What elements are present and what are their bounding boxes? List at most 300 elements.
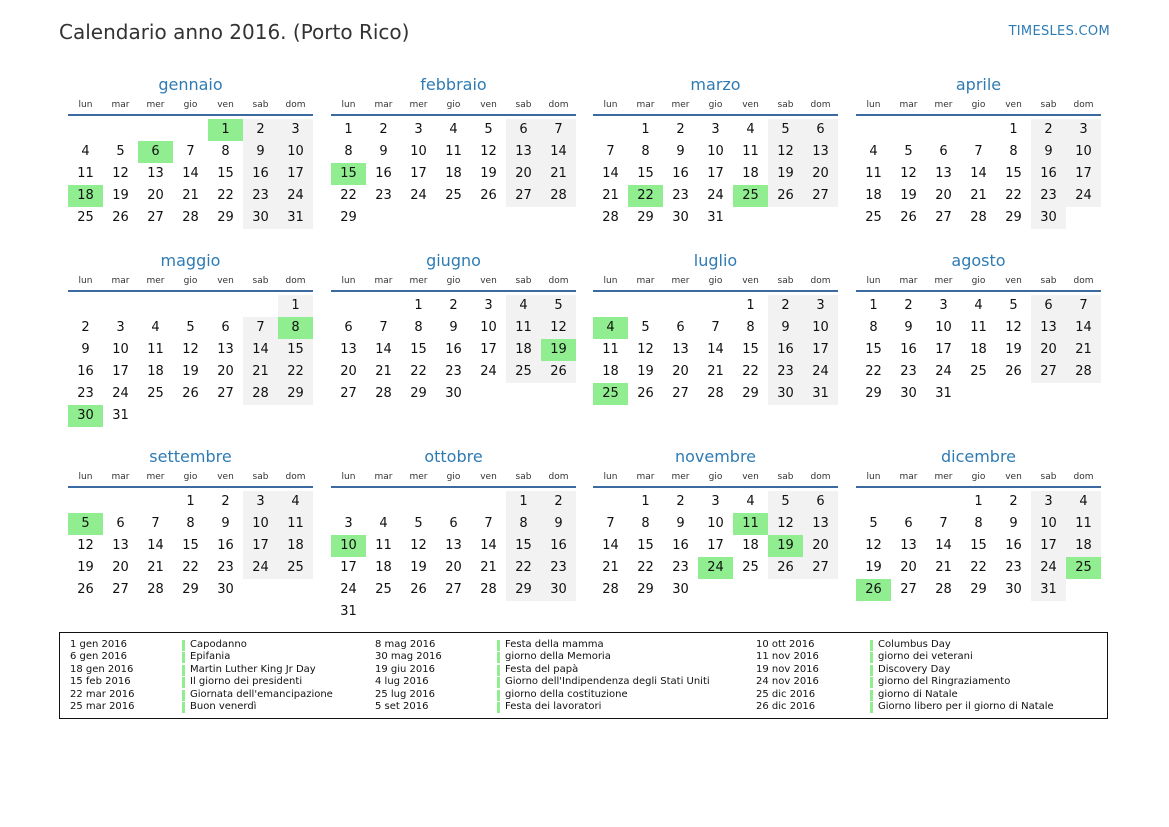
day-cell[interactable]: 13	[340, 342, 357, 357]
day-cell[interactable]: 14	[182, 166, 199, 181]
holiday-day-cell[interactable]: 10	[331, 535, 366, 557]
day-cell[interactable]: 28	[182, 210, 199, 225]
day-cell[interactable]: 6	[344, 320, 353, 335]
day-cell[interactable]: 23	[375, 188, 392, 203]
day-cell[interactable]: 10	[1066, 141, 1101, 163]
day-cell[interactable]: 29	[217, 210, 234, 225]
day-cell[interactable]: 8	[1009, 144, 1018, 159]
day-cell[interactable]: 17	[112, 364, 129, 379]
day-cell[interactable]: 27	[340, 386, 357, 401]
day-cell[interactable]: 6	[449, 516, 458, 531]
day-cell[interactable]: 30	[217, 582, 234, 597]
day-cell[interactable]: 24	[1031, 557, 1066, 579]
day-cell[interactable]: 12	[77, 538, 94, 553]
day-cell[interactable]: 18	[602, 364, 619, 379]
day-cell[interactable]: 13	[147, 166, 164, 181]
day-cell[interactable]: 21	[602, 188, 619, 203]
day-cell[interactable]: 26	[900, 210, 917, 225]
day-cell[interactable]: 3	[484, 298, 493, 313]
day-cell[interactable]: 1	[746, 298, 755, 313]
day-cell[interactable]: 31	[1031, 579, 1066, 601]
day-cell[interactable]: 28	[602, 582, 619, 597]
day-cell[interactable]: 3	[116, 320, 125, 335]
day-cell[interactable]: 20	[803, 163, 838, 185]
day-cell[interactable]: 20	[217, 364, 234, 379]
day-cell[interactable]: 26	[480, 188, 497, 203]
day-cell[interactable]: 1	[1009, 122, 1018, 137]
day-cell[interactable]: 30	[1005, 582, 1022, 597]
day-cell[interactable]: 10	[112, 342, 129, 357]
day-cell[interactable]: 4	[746, 122, 755, 137]
day-cell[interactable]: 11	[375, 538, 392, 553]
day-cell[interactable]: 31	[707, 210, 724, 225]
day-cell[interactable]: 3	[414, 122, 423, 137]
day-cell[interactable]: 31	[803, 383, 838, 405]
day-cell[interactable]: 15	[637, 538, 654, 553]
holiday-day-cell[interactable]: 15	[331, 163, 366, 185]
day-cell[interactable]: 5	[414, 516, 423, 531]
day-cell[interactable]: 21	[541, 163, 576, 185]
day-cell[interactable]: 3	[939, 298, 948, 313]
day-cell[interactable]: 4	[869, 144, 878, 159]
day-cell[interactable]: 2	[676, 494, 685, 509]
day-cell[interactable]: 23	[541, 557, 576, 579]
day-cell[interactable]: 9	[768, 317, 803, 339]
day-cell[interactable]: 21	[707, 364, 724, 379]
day-cell[interactable]: 26	[637, 386, 654, 401]
day-cell[interactable]: 28	[935, 582, 952, 597]
day-cell[interactable]: 22	[278, 361, 313, 383]
day-cell[interactable]: 28	[147, 582, 164, 597]
day-cell[interactable]: 22	[1005, 188, 1022, 203]
day-cell[interactable]: 11	[1066, 513, 1101, 535]
day-cell[interactable]: 2	[81, 320, 90, 335]
day-cell[interactable]: 19	[182, 364, 199, 379]
day-cell[interactable]: 5	[541, 295, 576, 317]
day-cell[interactable]: 7	[243, 317, 278, 339]
day-cell[interactable]: 14	[375, 342, 392, 357]
day-cell[interactable]: 16	[375, 166, 392, 181]
day-cell[interactable]: 15	[742, 342, 759, 357]
day-cell[interactable]: 13	[1031, 317, 1066, 339]
day-cell[interactable]: 30	[768, 383, 803, 405]
day-cell[interactable]: 1	[414, 298, 423, 313]
day-cell[interactable]: 24	[410, 188, 427, 203]
day-cell[interactable]: 10	[480, 320, 497, 335]
day-cell[interactable]: 16	[243, 163, 278, 185]
day-cell[interactable]: 26	[541, 361, 576, 383]
day-cell[interactable]: 24	[340, 582, 357, 597]
day-cell[interactable]: 16	[541, 535, 576, 557]
day-cell[interactable]: 1	[186, 494, 195, 509]
day-cell[interactable]: 4	[278, 491, 313, 513]
day-cell[interactable]: 31	[340, 604, 357, 619]
day-cell[interactable]: 15	[410, 342, 427, 357]
day-cell[interactable]: 7	[186, 144, 195, 159]
day-cell[interactable]: 29	[182, 582, 199, 597]
day-cell[interactable]: 30	[900, 386, 917, 401]
day-cell[interactable]: 14	[707, 342, 724, 357]
day-cell[interactable]: 7	[606, 516, 615, 531]
day-cell[interactable]: 5	[641, 320, 650, 335]
day-cell[interactable]: 24	[243, 557, 278, 579]
day-cell[interactable]: 17	[480, 342, 497, 357]
day-cell[interactable]: 5	[484, 122, 493, 137]
day-cell[interactable]: 16	[77, 364, 94, 379]
day-cell[interactable]: 24	[803, 361, 838, 383]
day-cell[interactable]: 8	[344, 144, 353, 159]
day-cell[interactable]: 2	[904, 298, 913, 313]
day-cell[interactable]: 20	[506, 163, 541, 185]
day-cell[interactable]: 3	[344, 516, 353, 531]
day-cell[interactable]: 24	[707, 188, 724, 203]
day-cell[interactable]: 28	[1066, 361, 1101, 383]
day-cell[interactable]: 1	[506, 491, 541, 513]
day-cell[interactable]: 10	[707, 516, 724, 531]
holiday-day-cell[interactable]: 25	[733, 185, 768, 207]
day-cell[interactable]: 7	[711, 320, 720, 335]
day-cell[interactable]: 2	[243, 119, 278, 141]
day-cell[interactable]: 6	[939, 144, 948, 159]
day-cell[interactable]: 13	[935, 166, 952, 181]
day-cell[interactable]: 20	[935, 188, 952, 203]
day-cell[interactable]: 21	[480, 560, 497, 575]
day-cell[interactable]: 20	[112, 560, 129, 575]
day-cell[interactable]: 3	[1031, 491, 1066, 513]
day-cell[interactable]: 2	[221, 494, 230, 509]
day-cell[interactable]: 11	[445, 144, 462, 159]
day-cell[interactable]: 12	[865, 538, 882, 553]
day-cell[interactable]: 20	[672, 364, 689, 379]
day-cell[interactable]: 1	[641, 122, 650, 137]
day-cell[interactable]: 23	[243, 185, 278, 207]
day-cell[interactable]: 23	[672, 188, 689, 203]
day-cell[interactable]: 16	[445, 342, 462, 357]
day-cell[interactable]: 17	[340, 560, 357, 575]
day-cell[interactable]: 14	[602, 538, 619, 553]
day-cell[interactable]: 27	[935, 210, 952, 225]
day-cell[interactable]: 4	[974, 298, 983, 313]
day-cell[interactable]: 9	[676, 516, 685, 531]
day-cell[interactable]: 3	[711, 494, 720, 509]
day-cell[interactable]: 14	[480, 538, 497, 553]
day-cell[interactable]: 21	[602, 560, 619, 575]
day-cell[interactable]: 5	[186, 320, 195, 335]
holiday-day-cell[interactable]: 24	[698, 557, 733, 579]
day-cell[interactable]: 19	[112, 188, 129, 203]
day-cell[interactable]: 16	[1031, 163, 1066, 185]
day-cell[interactable]: 30	[672, 582, 689, 597]
day-cell[interactable]: 6	[676, 320, 685, 335]
day-cell[interactable]: 27	[112, 582, 129, 597]
day-cell[interactable]: 10	[1031, 513, 1066, 535]
day-cell[interactable]: 27	[900, 582, 917, 597]
day-cell[interactable]: 10	[278, 141, 313, 163]
day-cell[interactable]: 12	[112, 166, 129, 181]
day-cell[interactable]: 31	[278, 207, 313, 229]
day-cell[interactable]: 8	[641, 516, 650, 531]
day-cell[interactable]: 28	[480, 582, 497, 597]
day-cell[interactable]: 1	[278, 295, 313, 317]
day-cell[interactable]: 8	[506, 513, 541, 535]
day-cell[interactable]: 6	[221, 320, 230, 335]
day-cell[interactable]: 17	[935, 342, 952, 357]
day-cell[interactable]: 13	[445, 538, 462, 553]
day-cell[interactable]: 1	[641, 494, 650, 509]
day-cell[interactable]: 14	[541, 141, 576, 163]
day-cell[interactable]: 7	[939, 516, 948, 531]
day-cell[interactable]: 21	[182, 188, 199, 203]
day-cell[interactable]: 27	[445, 582, 462, 597]
day-cell[interactable]: 17	[243, 535, 278, 557]
day-cell[interactable]: 23	[1031, 185, 1066, 207]
day-cell[interactable]: 30	[445, 386, 462, 401]
day-cell[interactable]: 21	[1066, 339, 1101, 361]
day-cell[interactable]: 11	[865, 166, 882, 181]
day-cell[interactable]: 27	[672, 386, 689, 401]
day-cell[interactable]: 19	[410, 560, 427, 575]
day-cell[interactable]: 19	[900, 188, 917, 203]
day-cell[interactable]: 11	[147, 342, 164, 357]
day-cell[interactable]: 11	[506, 317, 541, 339]
day-cell[interactable]: 21	[243, 361, 278, 383]
day-cell[interactable]: 25	[970, 364, 987, 379]
day-cell[interactable]: 27	[506, 185, 541, 207]
day-cell[interactable]: 15	[865, 342, 882, 357]
day-cell[interactable]: 13	[900, 538, 917, 553]
holiday-day-cell[interactable]: 8	[278, 317, 313, 339]
day-cell[interactable]: 15	[506, 535, 541, 557]
day-cell[interactable]: 16	[1005, 538, 1022, 553]
day-cell[interactable]: 13	[803, 141, 838, 163]
day-cell[interactable]: 24	[278, 185, 313, 207]
day-cell[interactable]: 5	[768, 491, 803, 513]
day-cell[interactable]: 25	[278, 557, 313, 579]
day-cell[interactable]: 18	[147, 364, 164, 379]
day-cell[interactable]: 8	[186, 516, 195, 531]
day-cell[interactable]: 6	[904, 516, 913, 531]
day-cell[interactable]: 14	[970, 166, 987, 181]
day-cell[interactable]: 19	[1005, 342, 1022, 357]
day-cell[interactable]: 17	[410, 166, 427, 181]
day-cell[interactable]: 24	[935, 364, 952, 379]
day-cell[interactable]: 23	[1005, 560, 1022, 575]
day-cell[interactable]: 23	[217, 560, 234, 575]
day-cell[interactable]: 25	[742, 560, 759, 575]
day-cell[interactable]: 12	[541, 317, 576, 339]
day-cell[interactable]: 9	[1031, 141, 1066, 163]
day-cell[interactable]: 1	[344, 122, 353, 137]
day-cell[interactable]: 28	[602, 210, 619, 225]
day-cell[interactable]: 25	[147, 386, 164, 401]
day-cell[interactable]: 22	[865, 364, 882, 379]
day-cell[interactable]: 13	[112, 538, 129, 553]
day-cell[interactable]: 2	[768, 295, 803, 317]
day-cell[interactable]: 4	[81, 144, 90, 159]
day-cell[interactable]: 25	[865, 210, 882, 225]
day-cell[interactable]: 18	[278, 535, 313, 557]
day-cell[interactable]: 20	[803, 535, 838, 557]
day-cell[interactable]: 19	[637, 364, 654, 379]
day-cell[interactable]: 17	[803, 339, 838, 361]
day-cell[interactable]: 19	[865, 560, 882, 575]
holiday-day-cell[interactable]: 1	[208, 119, 243, 141]
day-cell[interactable]: 23	[768, 361, 803, 383]
day-cell[interactable]: 15	[182, 538, 199, 553]
day-cell[interactable]: 29	[637, 582, 654, 597]
day-cell[interactable]: 13	[672, 342, 689, 357]
day-cell[interactable]: 11	[278, 513, 313, 535]
day-cell[interactable]: 3	[1066, 119, 1101, 141]
holiday-day-cell[interactable]: 18	[68, 185, 103, 207]
day-cell[interactable]: 18	[742, 166, 759, 181]
day-cell[interactable]: 9	[904, 320, 913, 335]
day-cell[interactable]: 13	[506, 141, 541, 163]
day-cell[interactable]: 26	[768, 185, 803, 207]
holiday-day-cell[interactable]: 19	[768, 535, 803, 557]
day-cell[interactable]: 26	[1005, 364, 1022, 379]
day-cell[interactable]: 25	[375, 582, 392, 597]
day-cell[interactable]: 22	[637, 560, 654, 575]
day-cell[interactable]: 9	[221, 516, 230, 531]
day-cell[interactable]: 11	[742, 144, 759, 159]
day-cell[interactable]: 9	[449, 320, 458, 335]
day-cell[interactable]: 7	[606, 144, 615, 159]
day-cell[interactable]: 17	[278, 163, 313, 185]
day-cell[interactable]: 30	[541, 579, 576, 601]
day-cell[interactable]: 9	[243, 141, 278, 163]
holiday-day-cell[interactable]: 5	[68, 513, 103, 535]
day-cell[interactable]: 21	[970, 188, 987, 203]
holiday-day-cell[interactable]: 25	[593, 383, 628, 405]
day-cell[interactable]: 23	[672, 560, 689, 575]
day-cell[interactable]: 16	[900, 342, 917, 357]
day-cell[interactable]: 26	[77, 582, 94, 597]
day-cell[interactable]: 24	[480, 364, 497, 379]
day-cell[interactable]: 17	[1066, 163, 1101, 185]
day-cell[interactable]: 28	[375, 386, 392, 401]
day-cell[interactable]: 30	[1031, 207, 1066, 229]
day-cell[interactable]: 5	[869, 516, 878, 531]
day-cell[interactable]: 17	[707, 538, 724, 553]
day-cell[interactable]: 21	[935, 560, 952, 575]
day-cell[interactable]: 7	[541, 119, 576, 141]
day-cell[interactable]: 19	[480, 166, 497, 181]
day-cell[interactable]: 7	[974, 144, 983, 159]
day-cell[interactable]: 12	[768, 513, 803, 535]
day-cell[interactable]: 8	[641, 144, 650, 159]
day-cell[interactable]: 29	[340, 210, 357, 225]
day-cell[interactable]: 17	[707, 166, 724, 181]
day-cell[interactable]: 23	[900, 364, 917, 379]
day-cell[interactable]: 29	[506, 579, 541, 601]
day-cell[interactable]: 22	[742, 364, 759, 379]
day-cell[interactable]: 4	[379, 516, 388, 531]
day-cell[interactable]: 23	[77, 386, 94, 401]
day-cell[interactable]: 22	[217, 188, 234, 203]
day-cell[interactable]: 26	[410, 582, 427, 597]
day-cell[interactable]: 22	[182, 560, 199, 575]
holiday-day-cell[interactable]: 22	[628, 185, 663, 207]
day-cell[interactable]: 5	[1009, 298, 1018, 313]
day-cell[interactable]: 18	[1066, 535, 1101, 557]
day-cell[interactable]: 13	[217, 342, 234, 357]
day-cell[interactable]: 16	[672, 166, 689, 181]
day-cell[interactable]: 4	[506, 295, 541, 317]
day-cell[interactable]: 1	[974, 494, 983, 509]
day-cell[interactable]: 13	[803, 513, 838, 535]
day-cell[interactable]: 12	[182, 342, 199, 357]
day-cell[interactable]: 16	[672, 538, 689, 553]
day-cell[interactable]: 31	[935, 386, 952, 401]
day-cell[interactable]: 27	[217, 386, 234, 401]
day-cell[interactable]: 27	[803, 557, 838, 579]
day-cell[interactable]: 7	[1066, 295, 1101, 317]
day-cell[interactable]: 25	[77, 210, 94, 225]
day-cell[interactable]: 27	[803, 185, 838, 207]
day-cell[interactable]: 4	[1066, 491, 1101, 513]
day-cell[interactable]: 29	[970, 582, 987, 597]
day-cell[interactable]: 4	[449, 122, 458, 137]
day-cell[interactable]: 9	[676, 144, 685, 159]
day-cell[interactable]: 2	[676, 122, 685, 137]
site-link[interactable]: TIMESLES.COM	[1008, 24, 1110, 39]
day-cell[interactable]: 10	[410, 144, 427, 159]
day-cell[interactable]: 4	[151, 320, 160, 335]
day-cell[interactable]: 28	[541, 185, 576, 207]
day-cell[interactable]: 7	[379, 320, 388, 335]
day-cell[interactable]: 18	[445, 166, 462, 181]
day-cell[interactable]: 6	[803, 119, 838, 141]
day-cell[interactable]: 2	[379, 122, 388, 137]
day-cell[interactable]: 14	[935, 538, 952, 553]
day-cell[interactable]: 18	[506, 339, 541, 361]
day-cell[interactable]: 11	[602, 342, 619, 357]
day-cell[interactable]: 15	[970, 538, 987, 553]
day-cell[interactable]: 20	[445, 560, 462, 575]
day-cell[interactable]: 27	[147, 210, 164, 225]
day-cell[interactable]: 20	[1031, 339, 1066, 361]
day-cell[interactable]: 8	[746, 320, 755, 335]
day-cell[interactable]: 10	[707, 144, 724, 159]
day-cell[interactable]: 5	[904, 144, 913, 159]
day-cell[interactable]: 22	[506, 557, 541, 579]
day-cell[interactable]: 9	[81, 342, 90, 357]
day-cell[interactable]: 9	[379, 144, 388, 159]
day-cell[interactable]: 8	[974, 516, 983, 531]
day-cell[interactable]: 2	[541, 491, 576, 513]
day-cell[interactable]: 31	[112, 408, 129, 423]
day-cell[interactable]: 21	[147, 560, 164, 575]
day-cell[interactable]: 1	[869, 298, 878, 313]
day-cell[interactable]: 24	[112, 386, 129, 401]
day-cell[interactable]: 19	[768, 163, 803, 185]
day-cell[interactable]: 3	[278, 119, 313, 141]
holiday-day-cell[interactable]: 6	[138, 141, 173, 163]
day-cell[interactable]: 29	[742, 386, 759, 401]
day-cell[interactable]: 29	[637, 210, 654, 225]
day-cell[interactable]: 12	[768, 141, 803, 163]
day-cell[interactable]: 10	[803, 317, 838, 339]
day-cell[interactable]: 25	[445, 188, 462, 203]
day-cell[interactable]: 6	[116, 516, 125, 531]
day-cell[interactable]: 28	[970, 210, 987, 225]
day-cell[interactable]: 11	[970, 320, 987, 335]
day-cell[interactable]: 30	[672, 210, 689, 225]
day-cell[interactable]: 27	[1031, 361, 1066, 383]
day-cell[interactable]: 29	[410, 386, 427, 401]
day-cell[interactable]: 10	[935, 320, 952, 335]
